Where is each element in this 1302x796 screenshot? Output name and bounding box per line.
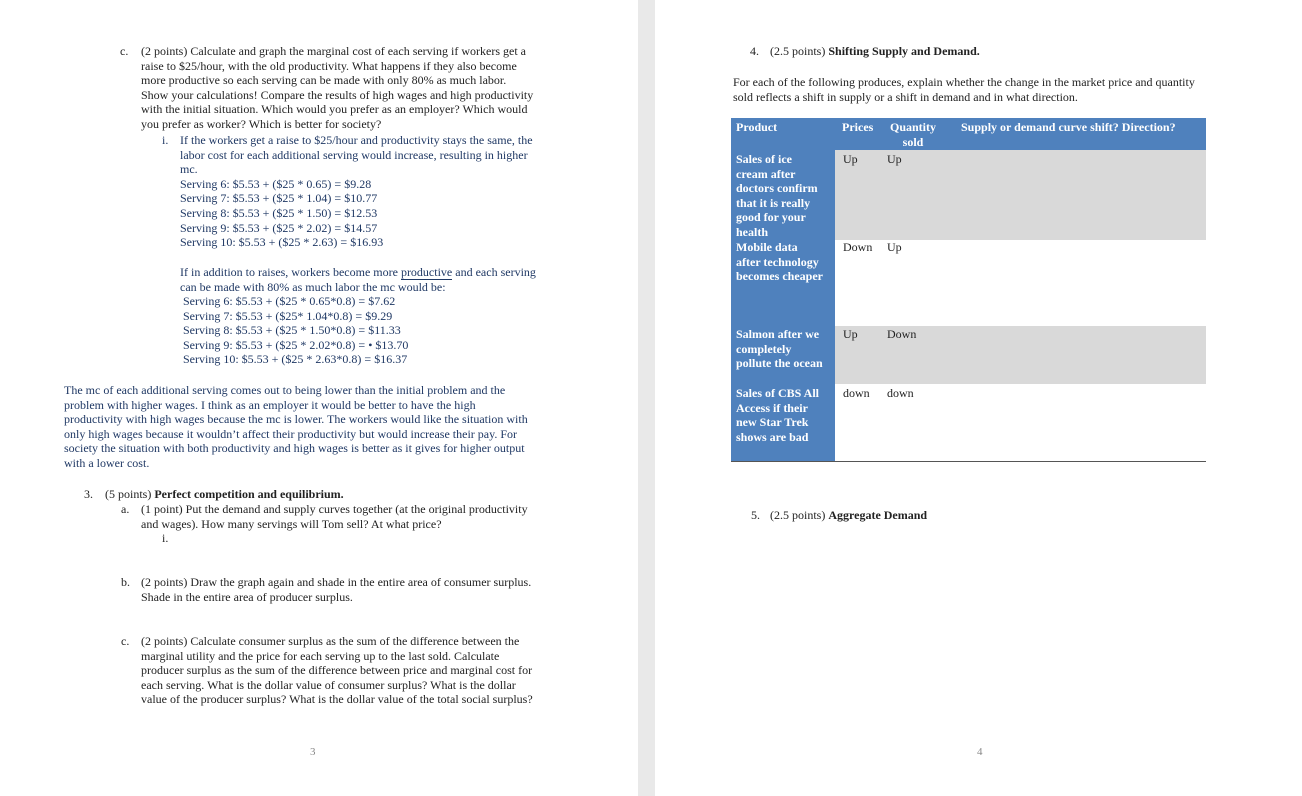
answer-line: mc. [180,162,198,177]
calc-line: Serving 6: $5.53 + ($25 * 0.65*0.8) = $7.62 [183,294,396,308]
q2c-line: Show your calculations! Compare the results of high wages and high productivity [141,87,534,102]
answer-para2 [180,265,536,294]
q3c-line: marginal utility and the price for each serving up to the last sold. Calculate [141,648,500,663]
quantity-value: Up [887,240,902,254]
document-page-3 [0,0,638,796]
prices-value: Down [843,240,873,254]
quantity-value: Up [887,152,902,166]
q3b-text [141,575,531,604]
q3c-line: each serving. What is the dollar value of consumer surplus? What is the dollar [141,677,516,692]
q3b-marker: b. [121,575,130,589]
conclusion-line: only high wages because it wouldn’t affect their productivity but would increase their pay. For [64,426,517,441]
calc2-block [183,294,408,367]
calc-line: Serving 10: $5.53 + ($25 * 2.63*0.8) = $16.37 [183,352,408,367]
q3a-text [141,502,528,531]
page-number: 4 [977,746,983,758]
document-page-4 [655,0,1302,796]
q5-title: Aggregate Demand [828,508,928,522]
answer-line: If in addition to raises, workers become more productive and each serving [180,265,536,279]
calc-line: Serving 8: $5.53 + ($25 * 1.50) = $12.53 [180,205,378,220]
conclusion-line: problem with higher wages. I think as an employer it would be better to have the high [64,397,476,412]
q2c-text [141,44,533,132]
product-mobile-data: Mobile data after technology becomes cheaper [736,240,823,284]
calc-line: Serving 6: $5.53 + ($25 * 0.65) = $9.28 [180,176,372,191]
product-cbs: Sales of CBS All Access if their new Star Trek shows are bad [736,386,820,444]
q3a-line: (1 point) Put the demand and supply curves together (at the original productivity [141,502,528,516]
quantity-value: Down [887,327,917,341]
quantity-value: down [887,386,914,400]
q3c-line: producer surplus as the sum of the difference between price and marginal cost for [141,663,533,678]
q2c-line: with the initial situation. Which would you prefer as an employer? Which would [141,102,528,117]
q4-instructions [733,75,1195,104]
q2c-marker: c. [120,44,129,58]
instruction-line: sold reflects a shift in supply or a shift in demand and in what direction. [733,89,1078,104]
q3-title: Perfect competition and equilibrium. [154,487,344,501]
instruction-line: For each of the following produces, explain whether the change in the market price and quantity [733,75,1195,89]
calc-line: Serving 10: $5.53 + ($25 * 2.63) = $16.93 [180,235,384,250]
answer-i-text [180,133,533,250]
answer-line: can be made with 80% as much labor the mc would be: [180,279,446,294]
q3b-line: Shade in the entire area of producer surplus. [141,589,353,604]
q4-number: 4. [750,44,759,58]
prices-value: Up [843,327,858,341]
q3-heading: (5 points) Perfect competition and equilibrium. [105,487,344,501]
answer-i-marker: i. [162,133,169,147]
q3c-text [141,634,533,707]
q3c-marker: c. [121,634,130,648]
header-product: Product [736,120,778,134]
q3a-line: and wages). How many servings will Tom sell? At what price? [141,516,442,531]
header-shift: Supply or demand curve shift? Direction? [961,120,1176,134]
product-ice-cream: Sales of ice cream after doctors confirm that it is really good for your health [736,152,818,239]
q2c-line: raise to $25/hour, with the old productivity. What happens if they also become [141,58,517,73]
calc-line: Serving 8: $5.53 + ($25 * 1.50*0.8) = $11.33 [183,323,401,338]
calc-line: Serving 9: $5.53 + ($25 * 2.02) = $14.57 [180,220,378,235]
conclusion-line: society the situation with both productivity and high wages is better as it gives for higher output [64,441,525,456]
q3c-line: (2 points) Calculate consumer surplus as the sum of the difference between the [141,634,520,648]
q2c-line: more productive so each serving can be made with only 80% as much labor. [141,73,507,88]
answer-line: labor cost for each additional serving would increase, resulting in higher [180,147,528,162]
q3a-marker: a. [121,502,130,516]
q2c-line: (2 points) Calculate and graph the marginal cost of each serving if workers get a [141,44,526,58]
conclusion-line: The mc of each additional serving comes out to being lower than the initial problem and the [64,383,506,397]
productive-word: productive [400,265,453,279]
calc-line: Serving 7: $5.53 + ($25 * 1.04) = $10.77 [180,191,378,206]
prices-value: Up [843,152,858,166]
q2c-line: you prefer as worker? Which is better for society? [141,116,382,131]
conclusion-line: with a lower cost. [64,455,150,470]
answer-line: If the workers get a raise to $25/hour and productivity stays the same, the [180,133,533,147]
q3a-sub-marker: i. [162,531,169,545]
table-bottom-border [731,461,1206,462]
q5-heading: (2.5 points) Aggregate Demand [770,508,928,522]
q3b-line: (2 points) Draw the graph again and shade in the entire area of consumer surplus. [141,575,532,589]
prices-value: down [843,386,870,400]
q5-number: 5. [751,508,760,522]
q4-title: Shifting Supply and Demand. [828,44,980,58]
header-quantity: Quantity sold [889,120,936,149]
conclusion-paragraph [64,383,528,471]
conclusion-line: productivity with high wages because the mc is lower. The workers would like the situation with [64,412,528,427]
q3c-line: value of the producer surplus? What is the dollar value of the total social surplus? [141,692,533,707]
calc-line: Serving 7: $5.53 + ($25* 1.04*0.8) = $9.29 [183,308,393,323]
q3-number: 3. [84,487,93,501]
header-prices: Prices [842,120,874,134]
page-number: 3 [310,746,316,758]
product-salmon: Salmon after we completely pollute the ocean [736,327,823,371]
q4-heading: (2.5 points) Shifting Supply and Demand. [770,44,980,58]
calc-line: Serving 9: $5.53 + ($25 * 2.02*0.8) = • $13.70 [183,337,409,352]
